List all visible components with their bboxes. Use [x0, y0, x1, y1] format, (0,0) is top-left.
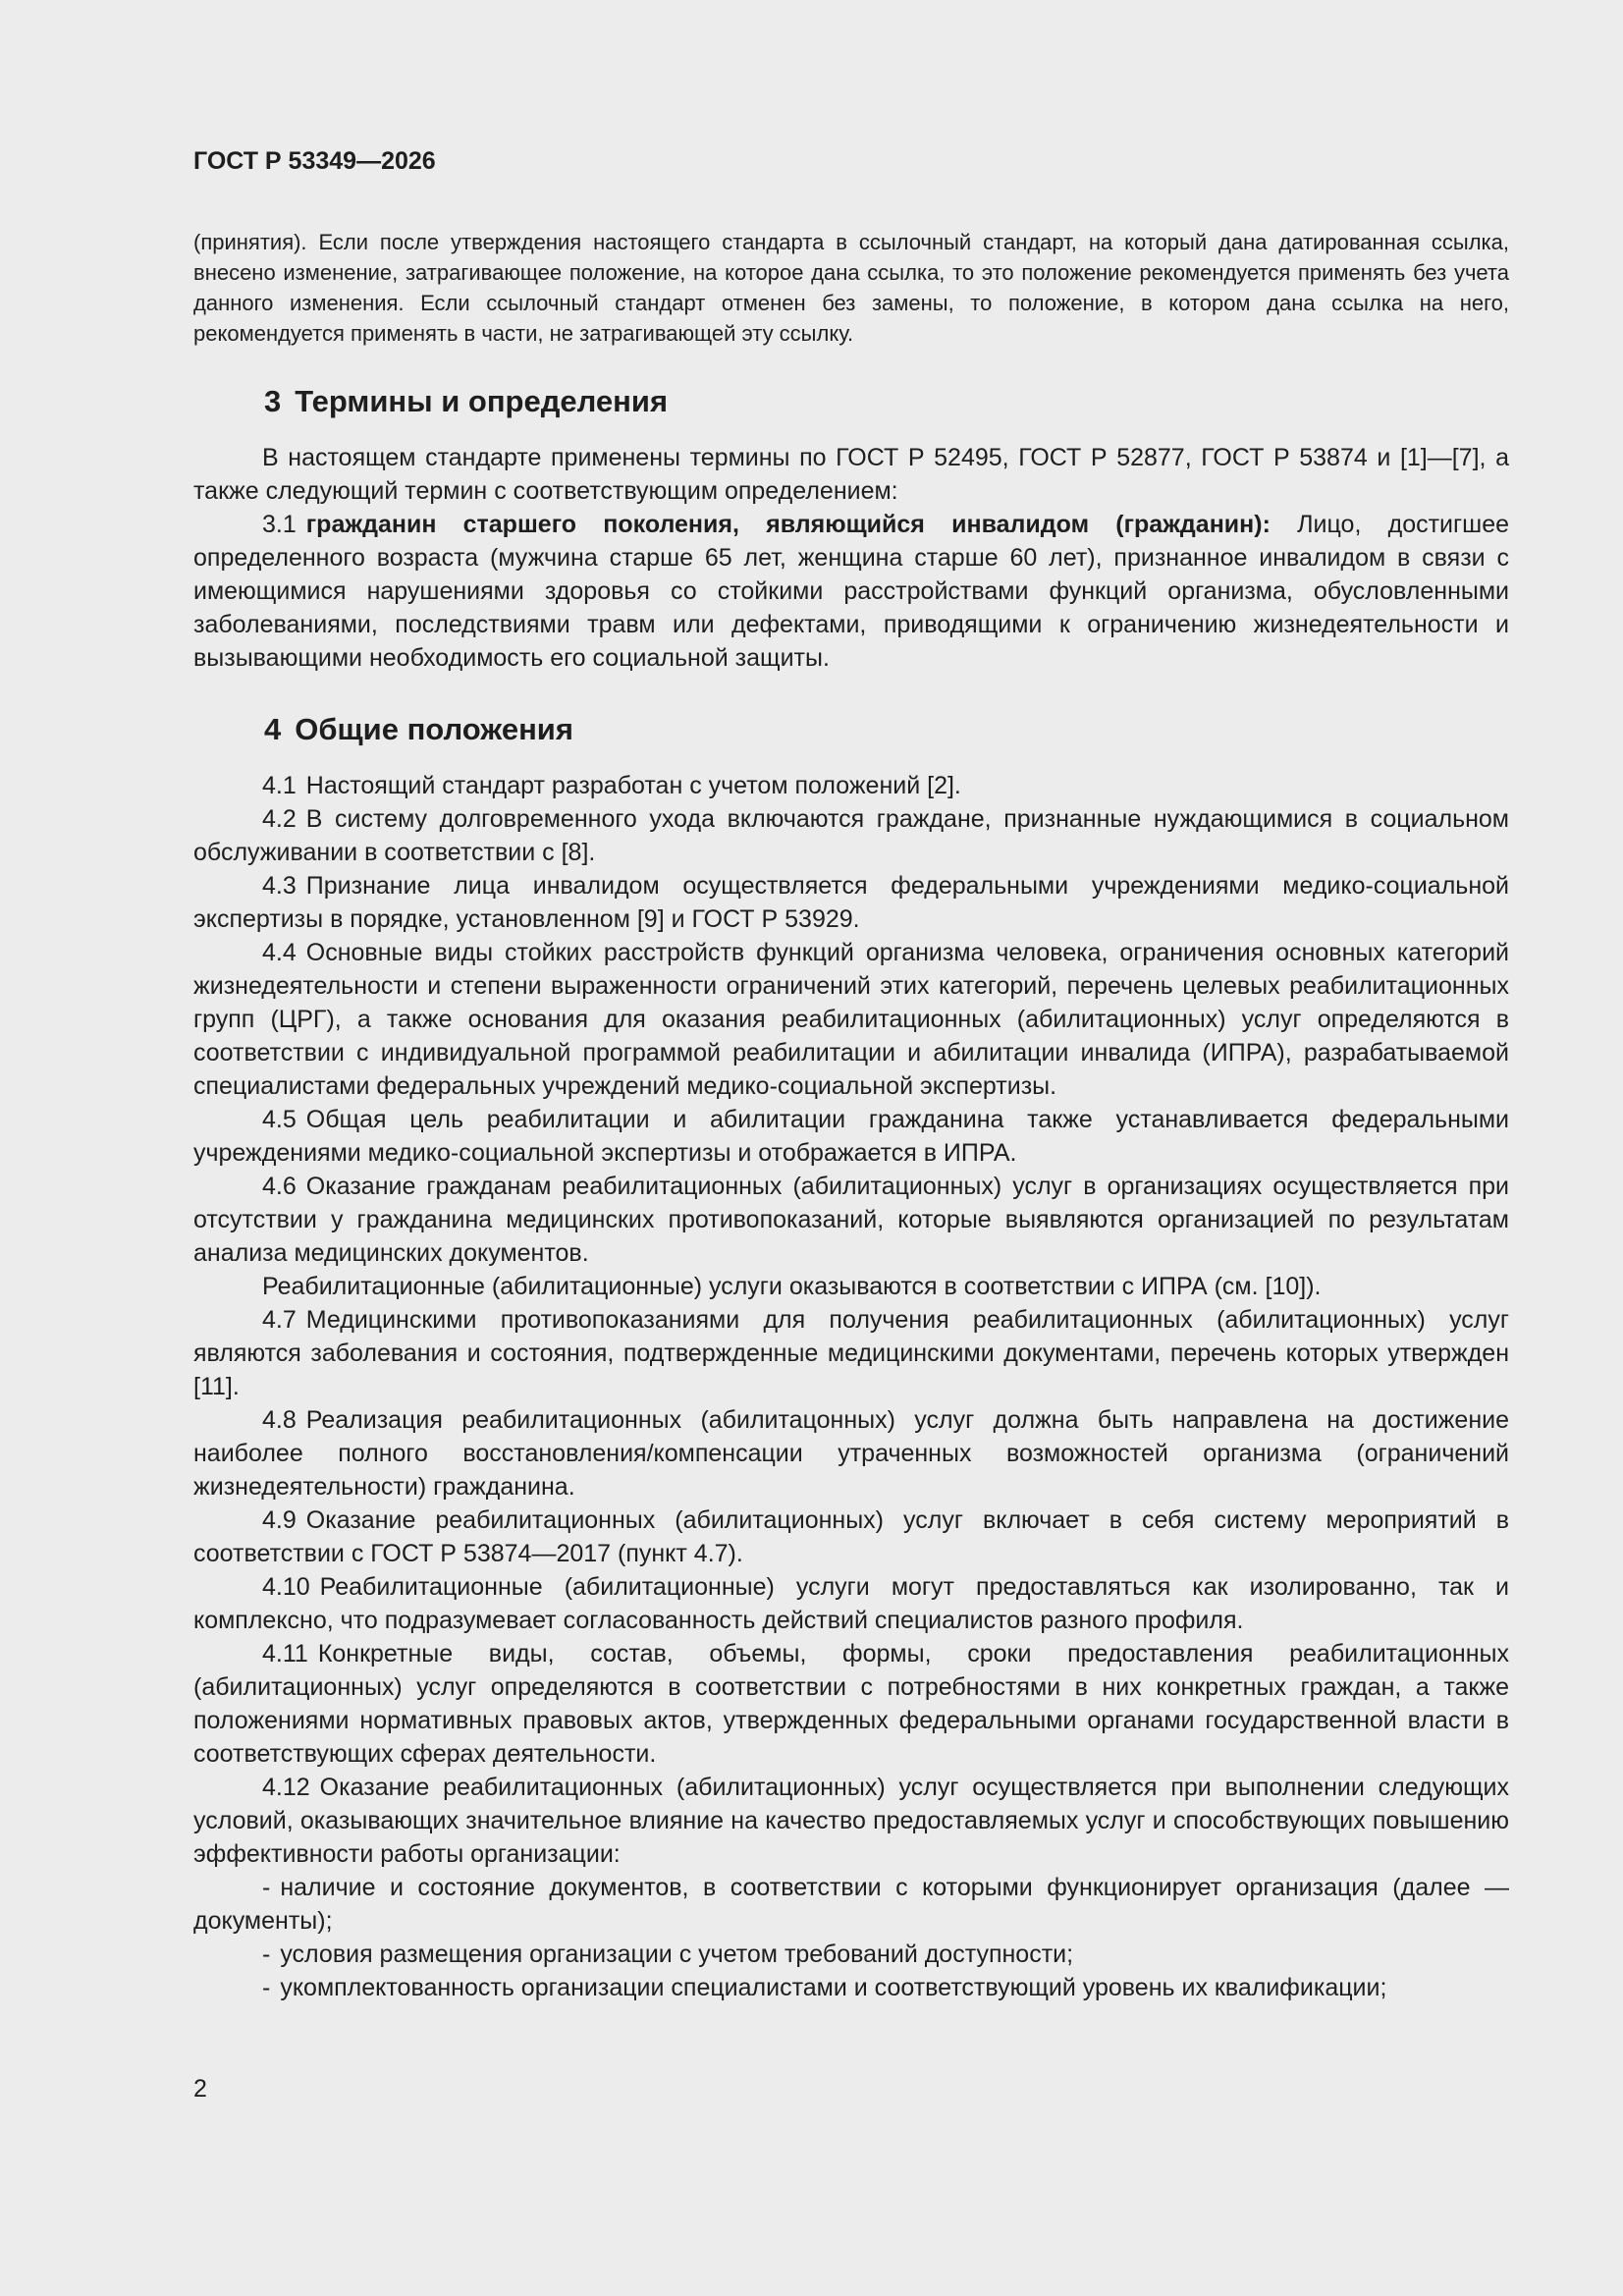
clause-paragraph: [193, 1771, 1509, 1871]
clause-text: Оказание реабилитационных (абилитационных) услуг осуществляется при выполнении следующих условий, оказывающих значительное влияние на качество предоставляемых услуг и способствующих повышению эффективности работы организации:: [193, 1774, 1509, 1868]
clause-paragraph: [193, 1303, 1509, 1403]
section-title: Термины и определения: [295, 384, 669, 418]
clause-number: 4.2: [262, 805, 297, 833]
clause-number: 4.9: [262, 1506, 297, 1534]
section-number: 3: [264, 384, 282, 418]
section-4-paragraphs: [193, 769, 1509, 2004]
clause-number: 4.1: [262, 772, 297, 799]
list-item: [193, 1871, 1509, 1938]
clause-number: 4.4: [262, 939, 297, 966]
clause-text: укомплектованность организации специалистами и соответствующий уровень их квалификации;: [280, 1974, 1387, 2001]
clause-number: 4.12: [262, 1774, 310, 1801]
clause-number: 4.11: [262, 1640, 308, 1667]
clause-number: 4.3: [262, 872, 297, 900]
intro-paragraph: (принятия). Если после утверждения настоящего стандарта в ссылочный стандарт, на который дана датированная ссылка, внесено изменение, затрагивающее положение, на которое дана ссылка, то это положение рекомендуется применять без учета данного изменения. Если ссылочный стандарт отменен без замены, то положение, в котором дана ссылка на него, рекомендуется применять в части, не затрагивающей эту ссылку.: [193, 230, 1509, 346]
list-dash: -: [262, 1941, 271, 1968]
clause-paragraph: [193, 1570, 1509, 1637]
clause-text: Реализация реабилитационных (абилитацонных) услуг должна быть направлена на достижение наиболее полного восстановления/компенсации утраченных возможностей организма (ограничений жизнедеятельности) гражданина.: [193, 1406, 1509, 1501]
clause-number: 4.6: [262, 1173, 297, 1200]
clause-text: Настоящий стандарт разработан с учетом положений [2].: [305, 772, 961, 799]
list-dash: -: [262, 1974, 271, 2001]
clause-text: Признание лица инвалидом осуществляется федеральными учреждениями медико-социальной экспертизы в порядке, установленном [9] и ГОСТ Р 53929.: [193, 872, 1509, 933]
clause-text: Медицинскими противопоказаниями для получения реабилитационных (абилитационных) услуг являются заболевания и состояния, подтвержденные медицинскими документами, перечень которых утвержден [11].: [193, 1306, 1509, 1400]
document-code: ГОСТ Р 53349—2026: [193, 147, 436, 175]
clause-text: Общая цель реабилитации и абилитации гражданина также устанавливается федеральными учреждениями медико-социальной экспертизы и отображается в ИПРА.: [193, 1106, 1509, 1167]
term-number: 3.1: [262, 511, 297, 538]
clause-paragraph: [193, 1170, 1509, 1270]
section-number: 4: [264, 712, 282, 746]
clause-text: условия размещения организации с учетом требований доступности;: [280, 1941, 1074, 1968]
page-number: 2: [193, 2075, 207, 2103]
list-dash: -: [262, 1874, 271, 1901]
list-item: [193, 1971, 1509, 2004]
clause-number: 4.8: [262, 1406, 297, 1434]
clause-number: 4.10: [262, 1573, 310, 1601]
clause-text: В систему долговременного ухода включаются граждане, признанные нуждающимися в социальном обслуживании в соответствии с [8].: [193, 805, 1509, 866]
clause-text: Конкретные виды, состав, объемы, формы, сроки предоставления реабилитационных (абилитационных) услуг определяются в соответствии с потребностями в них конкретных граждан, а также положениями нормативных правовых актов, утвержденных федеральными органами государственной власти в соответствующих сферах деятельности.: [193, 1640, 1509, 1768]
clause-paragraph: [193, 1103, 1509, 1170]
term-definition: [193, 508, 1509, 675]
section-3-heading: [264, 382, 1509, 421]
clause-text: Оказание реабилитационных (абилитационных) услуг включает в себя систему мероприятий в соответствии с ГОСТ Р 53874—2017 (пункт 4.7).: [193, 1506, 1509, 1567]
clause-paragraph: [193, 1503, 1509, 1570]
clause-number: 4.7: [262, 1306, 297, 1334]
clause-number: 4.5: [262, 1106, 297, 1133]
clause-paragraph: [193, 802, 1509, 869]
clause-paragraph: [193, 869, 1509, 936]
clause-paragraph: [193, 936, 1509, 1103]
clause-paragraph: [193, 1403, 1509, 1503]
section-4-heading: [264, 710, 1509, 749]
clause-text: Оказание гражданам реабилитационных (абилитационных) услуг в организациях осуществляется при отсутствии у гражданина медицинских противопоказаний, которые выявляются организацией по результатам анализа медицинских документов.: [193, 1173, 1509, 1267]
list-item: [193, 1938, 1509, 1971]
clause-text: наличие и состояние документов, в соответствии с которыми функционирует организация (далее — документы);: [193, 1874, 1509, 1935]
clause-text: Реабилитационные (абилитационные) услуги оказываются в соответствии с ИПРА (см. [10]).: [262, 1273, 1322, 1300]
clause-paragraph: [193, 1270, 1509, 1303]
term-definition-text: Лицо, достигшее определенного возраста (мужчина старше 65 лет, женщина старше 60 лет), признанное инвалидом в связи с имеющимися нарушениями здоровья со стойкими расстройствами функций организма, обусловленными заболеваниями, последствиями травм или дефектами, приводящими к ограничению жизнедеятельности и вызывающими необходимость его социальной защиты.: [193, 511, 1509, 672]
term-name: гражданин старшего поколения, являющийся инвалидом (гражданин):: [305, 511, 1271, 538]
section-3-lead: В настоящем стандарте применены термины по ГОСТ Р 52495, ГОСТ Р 52877, ГОСТ Р 53874 и [1]—[7], а также следующий термин с соответствующим определением:: [193, 444, 1509, 505]
section-title: Общие положения: [295, 712, 573, 746]
page-content: [193, 147, 1509, 2004]
clause-text: Основные виды стойких расстройств функций организма человека, ограничения основных категорий жизнедеятельности и степени выраженности ограничений этих категорий, перечень целевых реабилитационных групп (ЦРГ), а также основания для оказания реабилитационных (абилитационных) услуг определяются в соответствии с индивидуальной программой реабилитации и абилитации инвалида (ИПРА), разрабатываемой специалистами федеральных учреждений медико-социальной экспертизы.: [193, 939, 1509, 1100]
clause-paragraph: [193, 1637, 1509, 1771]
clause-paragraph: [193, 769, 1509, 802]
clause-text: Реабилитационные (абилитационные) услуги могут предоставляться как изолированно, так и комплексно, что подразумевает согласованность действий специалистов разного профиля.: [193, 1573, 1509, 1634]
